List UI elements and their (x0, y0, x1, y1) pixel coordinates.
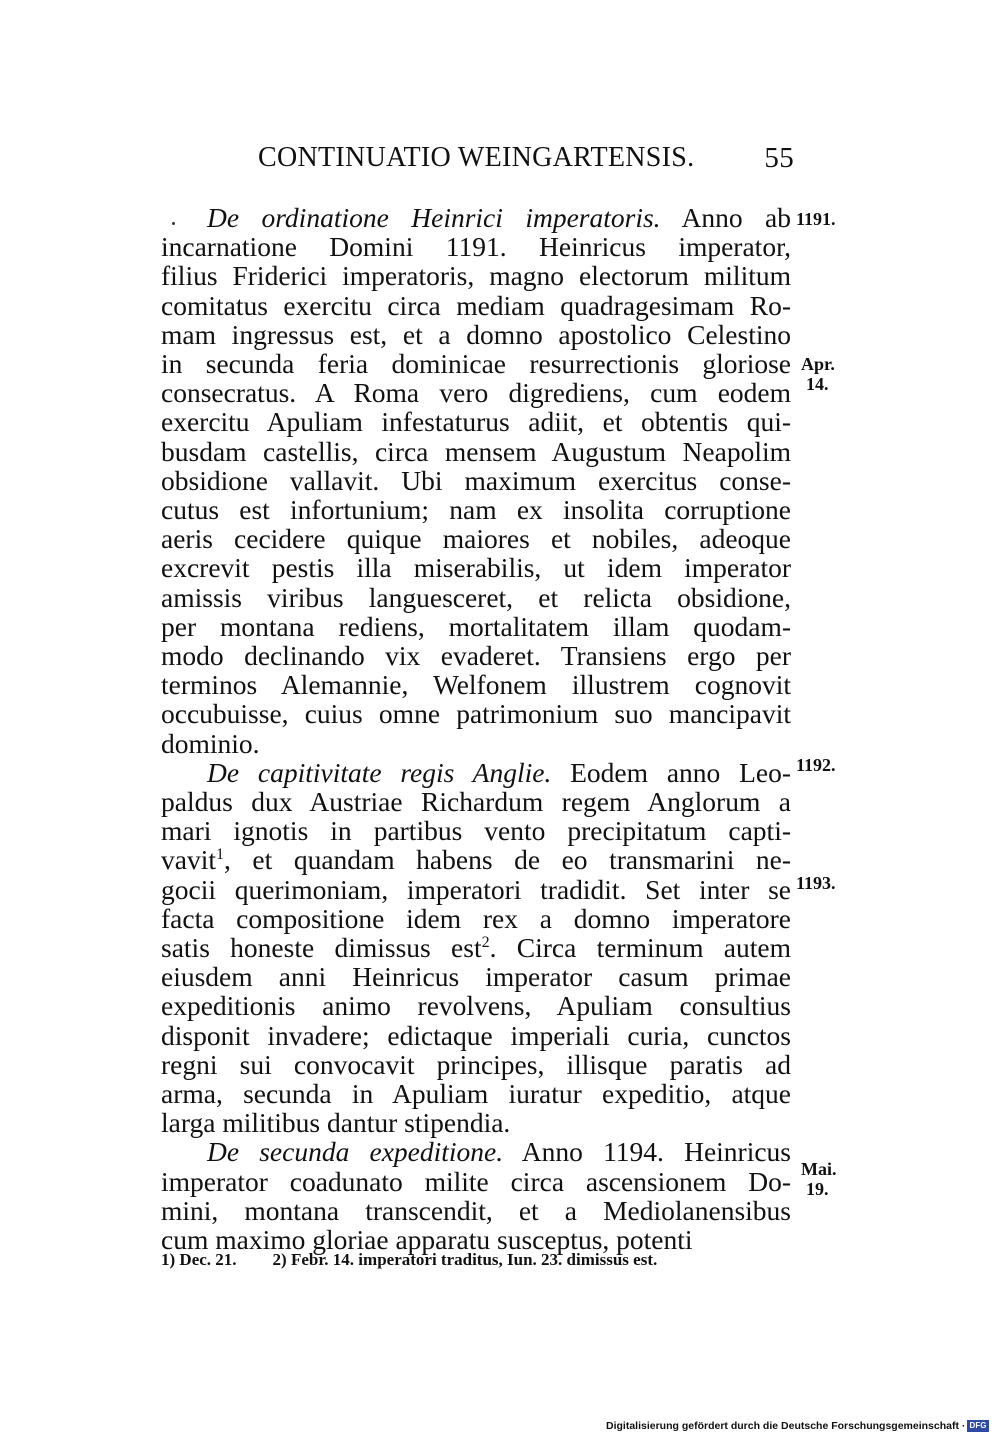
line-text: arma, secunda in Apuliam iuratur expeditio, atque (161, 1078, 791, 1109)
text-line (161, 641, 791, 670)
line-text: larga militibus dantur stipendia. (161, 1107, 511, 1139)
line-text: . Circa terminum autem (489, 932, 791, 963)
stray-mark (172, 222, 175, 225)
line-text: eiusdem anni Heinricus imperator casum primae (161, 961, 791, 993)
text-line (161, 553, 791, 582)
section-rubric: De capitivitate regis Anglie. (207, 756, 552, 788)
margin-date-may-day: 19. (806, 1179, 829, 1199)
line-text: obsidione vallavit. Ubi maximum exercitus conse- (161, 464, 791, 496)
text-line (161, 1108, 791, 1137)
running-title: CONTINUATIO WEINGARTENSIS. (258, 142, 695, 173)
text-line (161, 378, 791, 407)
line-text: vavit (161, 844, 216, 876)
text-line (161, 991, 791, 1020)
text-line (161, 232, 791, 261)
line-text: regni sui convocavit principes, illisque paratis ad (161, 1048, 791, 1080)
line-text: mari ignotis in partibus vento precipitatum capti- (161, 815, 791, 847)
line-text: expeditionis animo revolvens, Apuliam consultius (161, 990, 791, 1022)
text-line (161, 816, 791, 845)
section-rubric: De secunda expeditione. (207, 1136, 504, 1168)
text-line (207, 1137, 791, 1166)
text-line (161, 612, 791, 641)
text-line (161, 583, 791, 612)
line-text: paldus dux Austriae Richardum regem Anglorum a (161, 786, 791, 817)
text-line (161, 904, 791, 933)
text-line (161, 729, 791, 758)
line-text: busdam castellis, circa mensem Augustum Neapolim (161, 435, 791, 467)
footnote-ref: 1 (216, 846, 224, 864)
margin-date-april-day: 14. (806, 374, 829, 394)
margin-year-1191: 1191. (796, 209, 836, 229)
line-text: cum maximo gloriae apparatu susceptus, potenti (161, 1224, 693, 1255)
page-number: 55 (764, 142, 794, 174)
line-text: amissis viribus languesceret, et relicta obsidione, (161, 581, 791, 613)
text-line (161, 407, 791, 436)
line-text: modo declinando vix evaderet. Transiens ergo per (161, 640, 791, 671)
text-line (161, 962, 791, 991)
line-text: disponit invadere; edictaque imperiali curia, cunctos (161, 1019, 791, 1051)
margin-year-1193: 1193. (796, 873, 836, 893)
text-line (161, 320, 791, 349)
line-text: aeris cecidere quique maiores et nobiles, adeoque (161, 523, 791, 555)
text-line (161, 845, 791, 874)
footnote-1: 1) Dec. 21. (161, 1250, 237, 1269)
text-line (161, 349, 791, 378)
text-line (161, 875, 791, 904)
line-text: gocii querimoniam, imperatori tradidit. Set inter se (161, 873, 791, 905)
text-line (161, 1196, 791, 1225)
section-rubric: De ordinatione Heinrici imperatoris. (207, 202, 661, 233)
text-line (207, 203, 791, 232)
line-text: exercitu Apuliam infestaturus adiit, et obtentis qui- (161, 406, 791, 438)
line-text: imperator coadunato milite circa ascensionem Do- (161, 1165, 791, 1197)
text-line (161, 933, 791, 962)
text-line (161, 1167, 791, 1196)
line-text: in secunda feria dominicae resurrectionis gloriose (161, 348, 791, 379)
text-line (161, 466, 791, 495)
line-text: per montana rediens, mortalitatem illam quodam- (161, 610, 791, 642)
text-line (161, 670, 791, 699)
text-line (161, 1079, 791, 1108)
footnote-2: 2) Febr. 14. imperatori traditus, Iun. 23. dimissus est. (272, 1250, 658, 1269)
text-line (161, 524, 791, 553)
line-text: Anno ab (660, 202, 791, 233)
line-text: Eodem anno Leo- (551, 756, 791, 788)
text-line (161, 787, 791, 816)
line-text: consecratus. A Roma vero digrediens, cum eodem (161, 377, 791, 409)
text-line (161, 699, 791, 728)
text-line (161, 291, 791, 320)
line-text: mini, montana transcendit, et a Mediolanensibus (161, 1194, 791, 1226)
line-text: satis honeste dimissus est (161, 932, 482, 963)
line-text: Anno 1194. Heinricus (503, 1136, 791, 1168)
text-line (161, 261, 791, 290)
footnote-ref: 2 (481, 934, 490, 951)
digitization-credit: Digitalisierung gefördert durch die Deutsche Forschungsgemeinschaft · (606, 1420, 966, 1432)
line-text: mam ingressus est, et a domno apostolico Celestino (161, 318, 791, 350)
line-text: dominio. (161, 727, 260, 759)
footnotes (161, 1250, 791, 1270)
margin-date-april: Apr. (801, 354, 835, 374)
line-text: incarnatione Domini 1191. Heinricus imperator, (161, 231, 791, 263)
text-line (161, 1021, 791, 1050)
line-text: excrevit pestis illa miserabilis, ut idem imperator (161, 552, 791, 584)
dfg-logo: DFG (967, 1420, 989, 1432)
margin-year-1192: 1192. (796, 755, 836, 775)
text-line (161, 437, 791, 466)
margin-date-may: Mai. (801, 1159, 837, 1179)
line-text: terminos Alemannie, Welfonem illustrem cognovit (161, 669, 791, 701)
text-line (207, 758, 791, 787)
line-text: occubuisse, cuius omne patrimonium suo mancipavit (161, 698, 791, 730)
line-text: comitatus exercitu circa mediam quadragesimam Ro- (161, 289, 791, 321)
line-text: facta compositione idem rex a domno imperatore (161, 902, 791, 934)
line-text: filius Friderici imperatoris, magno electorum militum (161, 260, 791, 292)
text-line (161, 1050, 791, 1079)
line-text: cutus est infortunium; nam ex insolita corruptione (161, 494, 791, 525)
text-line (161, 495, 791, 524)
running-header (258, 142, 794, 178)
line-text: , et quandam habens de eo transmarini ne- (224, 844, 791, 876)
